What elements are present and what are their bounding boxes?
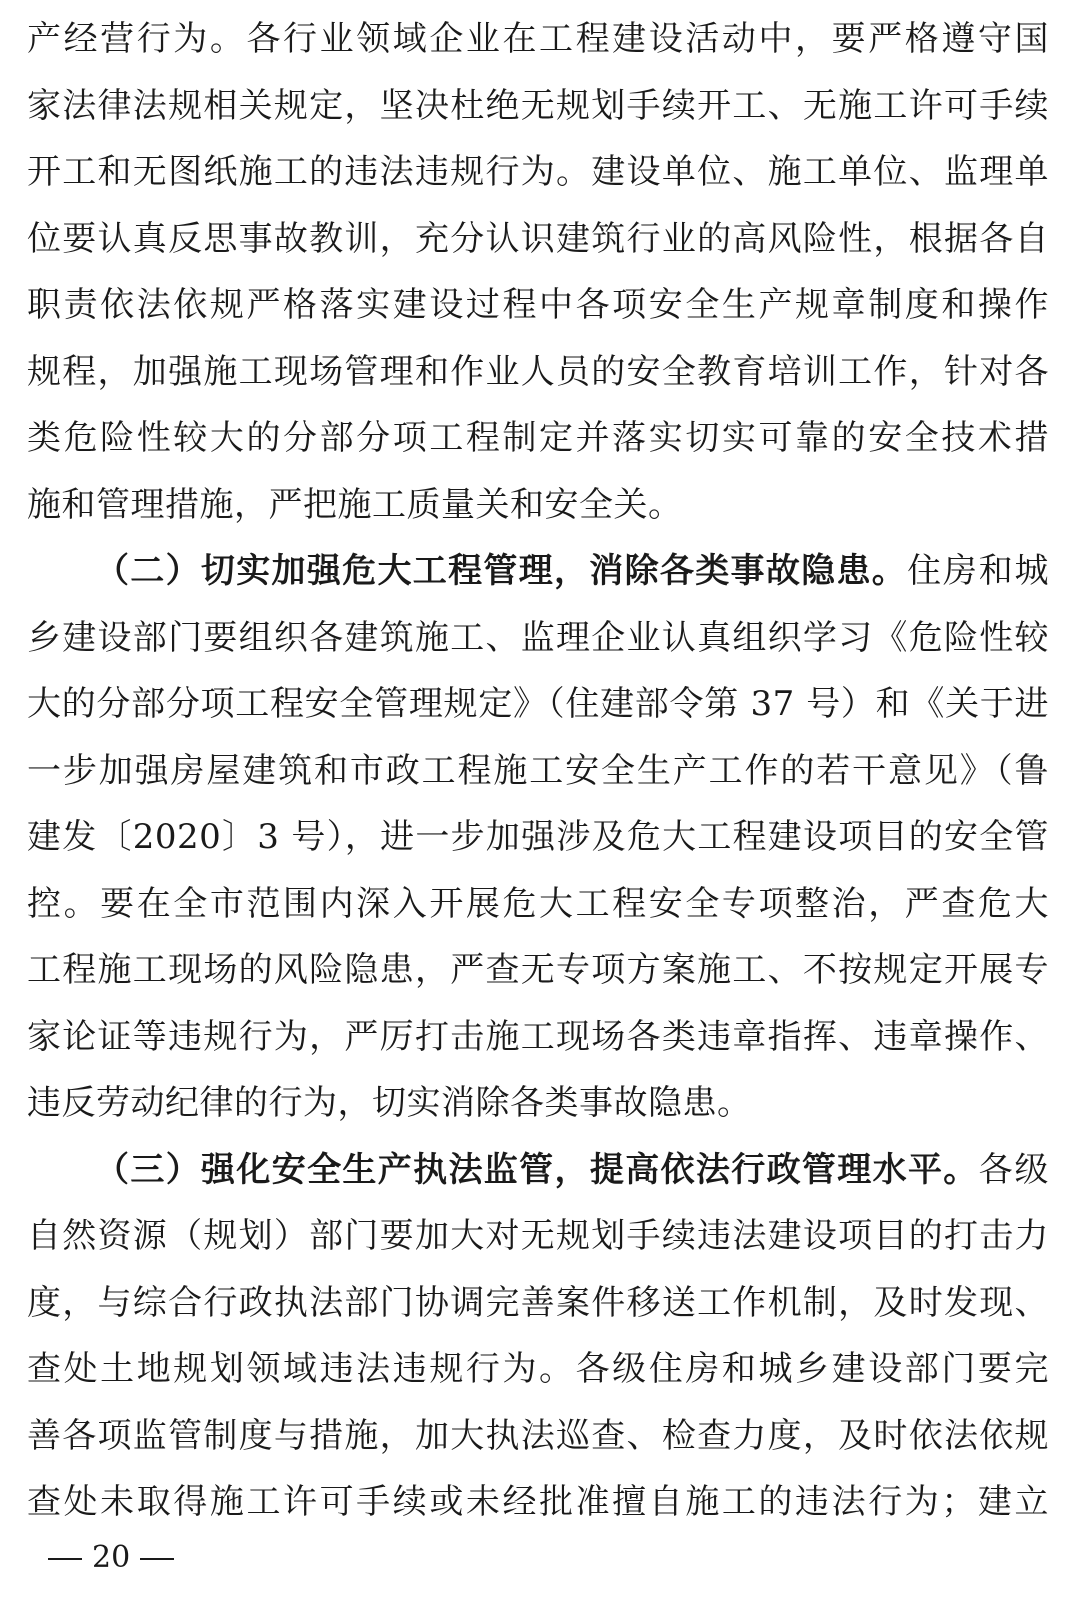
page-number: 20 xyxy=(92,1540,131,1575)
page-footer xyxy=(38,1538,184,1578)
body-line: 乡建设部门要组织各建筑施工、监理企业认真组织学习《危险性较 xyxy=(27,617,1049,658)
footer-dash-right xyxy=(140,1558,174,1560)
body-line: 施和管理措施，严把施工质量关和安全关。 xyxy=(27,484,683,525)
body-line: 违反劳动纪律的行为，切实消除各类事故隐患。 xyxy=(27,1083,752,1123)
section-heading-line xyxy=(27,1137,1049,1204)
body-line: 查处土地规划领域违法违规行为。各级住房和城乡建设部门要完 xyxy=(27,1349,1049,1389)
body-line: 家论证等违规行为，严厉打击施工现场各类违章指挥、违章操作、 xyxy=(27,1016,1049,1057)
body-line: 查处未取得施工许可手续或未经批准擅自施工的违法行为；建立 xyxy=(27,1482,1049,1522)
body-line: 度，与综合行政执法部门协调完善案件移送工作机制，及时发现、 xyxy=(27,1282,1049,1323)
body-line: 控。要在全市范围内深入开展危大工程安全专项整治，严查危大 xyxy=(27,883,1049,924)
body-line: 规程，加强施工现场管理和作业人员的安全教育培训工作，针对各 xyxy=(27,351,1049,392)
section-heading-line xyxy=(27,538,1049,605)
body-line: 工程施工现场的风险隐患，严查无专项方案施工、不按规定开展专 xyxy=(27,950,1049,990)
document-page xyxy=(27,6,1049,1536)
footer-dash-left xyxy=(48,1558,82,1560)
body-line: 建发〔2020〕3 号），进一步加强涉及危大工程建设项目的安全管 xyxy=(27,817,1049,857)
body-line: 开工和无图纸施工的违法违规行为。建设单位、施工单位、监理单 xyxy=(27,152,1049,192)
body-line: 产经营行为。各行业领域企业在工程建设活动中，要严格遵守国 xyxy=(27,19,1049,59)
body-line: 家法律法规相关规定，坚决杜绝无规划手续开工、无施工许可手续 xyxy=(27,85,1049,126)
body-line: 自然资源（规划）部门要加大对无规划手续违法建设项目的打击力 xyxy=(27,1216,1049,1256)
body-line: 大的分部分项工程安全管理规定》（住建部令第 37 号）和《关于进 xyxy=(27,684,1049,724)
body-line: 一步加强房屋建筑和市政工程施工安全生产工作的若干意见》（鲁 xyxy=(27,750,1049,791)
body-line: 类危险性较大的分部分项工程制定并落实切实可靠的安全技术措 xyxy=(27,418,1049,458)
body-line: 善各项监管制度与措施，加大执法巡查、检查力度，及时依法依规 xyxy=(27,1415,1049,1456)
section-heading: （三）强化安全生产执法监管，提高依法行政管理水平。 xyxy=(95,1149,979,1190)
body-line: 位要认真反思事故教训，充分认识建筑行业的高风险性，根据各自 xyxy=(27,218,1049,259)
body-line: 职责依法依规严格落实建设过程中各项安全生产规章制度和操作 xyxy=(27,285,1049,325)
section-heading-continuation: 各级 xyxy=(978,1149,1049,1190)
section-heading: （二）切实加强危大工程管理，消除各类事故隐患。 xyxy=(95,551,908,591)
section-heading-continuation: 住房和城 xyxy=(907,551,1049,591)
